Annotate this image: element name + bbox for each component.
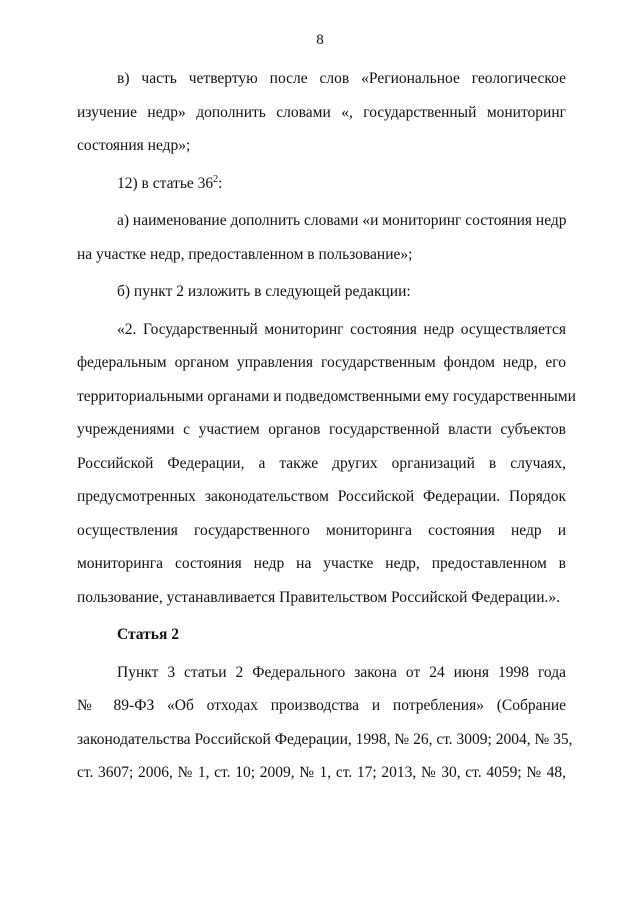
text-line-content: «2. Государственный мониторинг состояния недр осуществляется (117, 320, 566, 338)
text-line (77, 352, 566, 386)
text-line-content: Пункт 3 статьи 2 Федерального закона от 24 июня 1998 года (117, 663, 566, 681)
article-heading (77, 624, 566, 658)
text-line (77, 281, 566, 315)
text-line-content: 12) в статье 36 (117, 174, 214, 192)
text-line-content: состояния недр»; (77, 137, 191, 154)
text-line-content: пользование, устанавливается Правительством Российской Федерации.». (77, 588, 561, 606)
text-line (77, 453, 566, 487)
superscript: 2 (213, 173, 219, 185)
text-line (77, 319, 566, 353)
text-line-content: № 89-ФЗ «Об отходах производства и потребления» (Собрание (77, 697, 566, 714)
text-line-content: Российской Федерации, а также других организаций в случаях, (77, 454, 566, 472)
text-line (77, 486, 566, 520)
text-line-content: осуществления государственного мониторинга состояния недр и (77, 521, 566, 539)
text-line-content: Статья 2 (117, 626, 179, 643)
text-line (77, 587, 566, 621)
text-line-content: мониторинга состояния недр на участке недр, предоставленном в (77, 555, 566, 572)
text-line (77, 553, 566, 587)
text-line (77, 520, 566, 554)
text-line (77, 102, 566, 136)
text-line (77, 135, 566, 169)
text-line-content: изучение недр» дополнить словами «, государственный мониторинг (77, 103, 566, 121)
text-line-content: в) часть четвертую после слов «Региональное геологическое (117, 70, 566, 87)
text-line (77, 695, 566, 729)
text-line-content: федеральным органом управления государственным фондом недр, его (77, 354, 566, 371)
text-line-content: законодательства Российской Федерации, 1998, № 26, ст. 3009; 2004, № 35, (77, 730, 573, 748)
text-line-content: а) наименование дополнить словами «и мониторинг состояния недр (117, 212, 567, 229)
text-line (77, 662, 566, 696)
text-line-content: б) пункт 2 изложить в следующей редакции: (117, 283, 411, 300)
text-line (77, 729, 573, 763)
text-line (77, 210, 566, 244)
text-line-content: на участке недр, предоставленном в пользование»; (77, 245, 413, 263)
text-line-content: территориальными органами и подведомственными ему государственными (77, 387, 576, 405)
text-line (77, 68, 566, 102)
text-line-suffix: : (218, 174, 223, 192)
text-line (77, 173, 566, 207)
text-line-content: учреждениями с участием органов государственной власти субъектов (77, 421, 566, 438)
page-number: 8 (316, 32, 324, 48)
text-line (77, 244, 566, 278)
text-line (77, 386, 576, 420)
text-line (77, 419, 566, 453)
text-line-content: предусмотренных законодательством Российской Федерации. Порядок (77, 488, 566, 505)
text-line (77, 762, 566, 796)
document-body (77, 68, 576, 796)
text-line-content: ст. 3607; 2006, № 1, ст. 10; 2009, № 1, ст. 17; 2013, № 30, ст. 4059; № 48, (77, 764, 566, 781)
